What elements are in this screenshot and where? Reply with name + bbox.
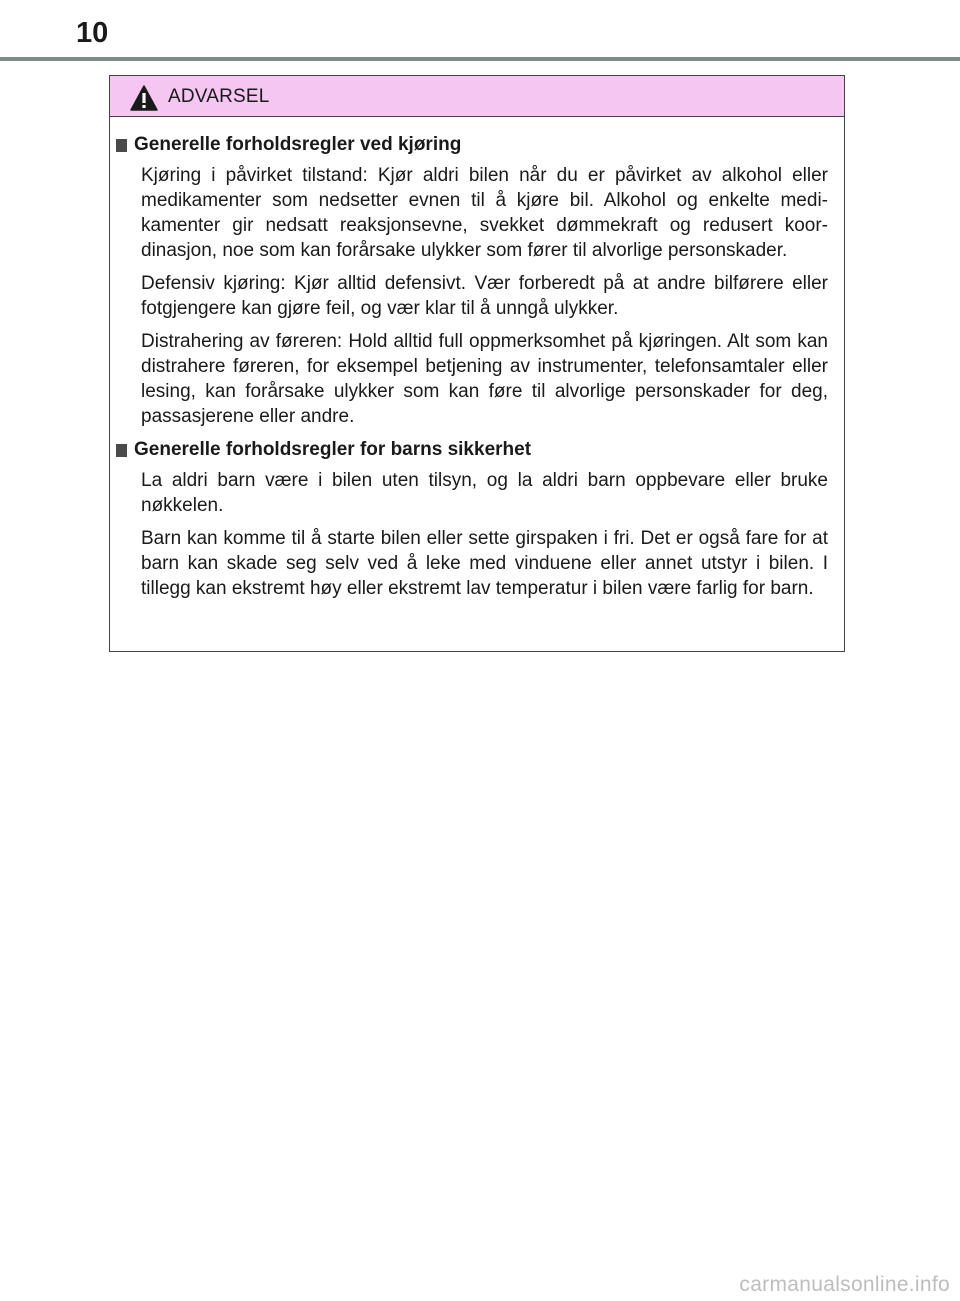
section-heading-child-safety (116, 437, 828, 463)
section-heading-text: Generelle forholdsregler ved kjøring (134, 134, 462, 155)
warning-title: ADVARSEL (168, 86, 270, 107)
header-rule (0, 57, 960, 61)
paragraph-children-unattended: La aldri barn være i bilen uten tilsyn, og la aldri barn oppbevare eller bruke nøkkelen. (141, 470, 828, 516)
paragraph-defensive-driving: Defensiv kjøring: Kjør alltid defensivt. Vær forberedt på at andre bilførere eller fotgjengere kan gjøre feil, og vær klar til å unngå ulykker. (141, 273, 828, 319)
square-bullet-icon (116, 444, 127, 457)
page-number: 10 (76, 17, 109, 49)
warning-box (109, 75, 845, 652)
watermark: carmanualsonline.info (739, 1273, 950, 1296)
warning-body (110, 117, 844, 601)
square-bullet-icon (116, 139, 127, 152)
paragraph-children-hazards: Barn kan komme til å starte bilen eller sette girspaken i fri. Det er også fare for at barn kan skade seg selv ved å leke med vinduene eller annet utstyr i bilen. I tillegg kan ekstremt høy eller ekstremt lav temperatur i bilen være farlig for barn. (141, 528, 828, 599)
warning-triangle-icon (130, 85, 158, 111)
paragraph-driver-distraction: Distrahering av føreren: Hold alltid full oppmerksomhet på kjøringen. Alt som kan distrahere føreren, for eksempel betjening av instrumenter, telefonsamtaler eller lesing, kan forårsake ulykker som kan føre til alvorlige personskader for deg, passasjerene eller andre. (141, 331, 828, 427)
paragraph-impaired-driving: Kjøring i påvirket tilstand: Kjør aldri bilen når du er påvirket av alkohol eller medikamenter som nedsetter evnen til å kjøre bil. Alkohol og enkelte medikamenter gir nedsatt reaksjonsevne, svekket dømmekraft og redusert koordinasjon, noe som kan forårsake ulykker som fører til alvorlige personskader. (141, 165, 828, 261)
warning-header (110, 76, 844, 117)
section-heading-text: Generelle forholdsregler for barns sikkerhet (134, 439, 532, 460)
section-heading-driving (116, 132, 828, 158)
